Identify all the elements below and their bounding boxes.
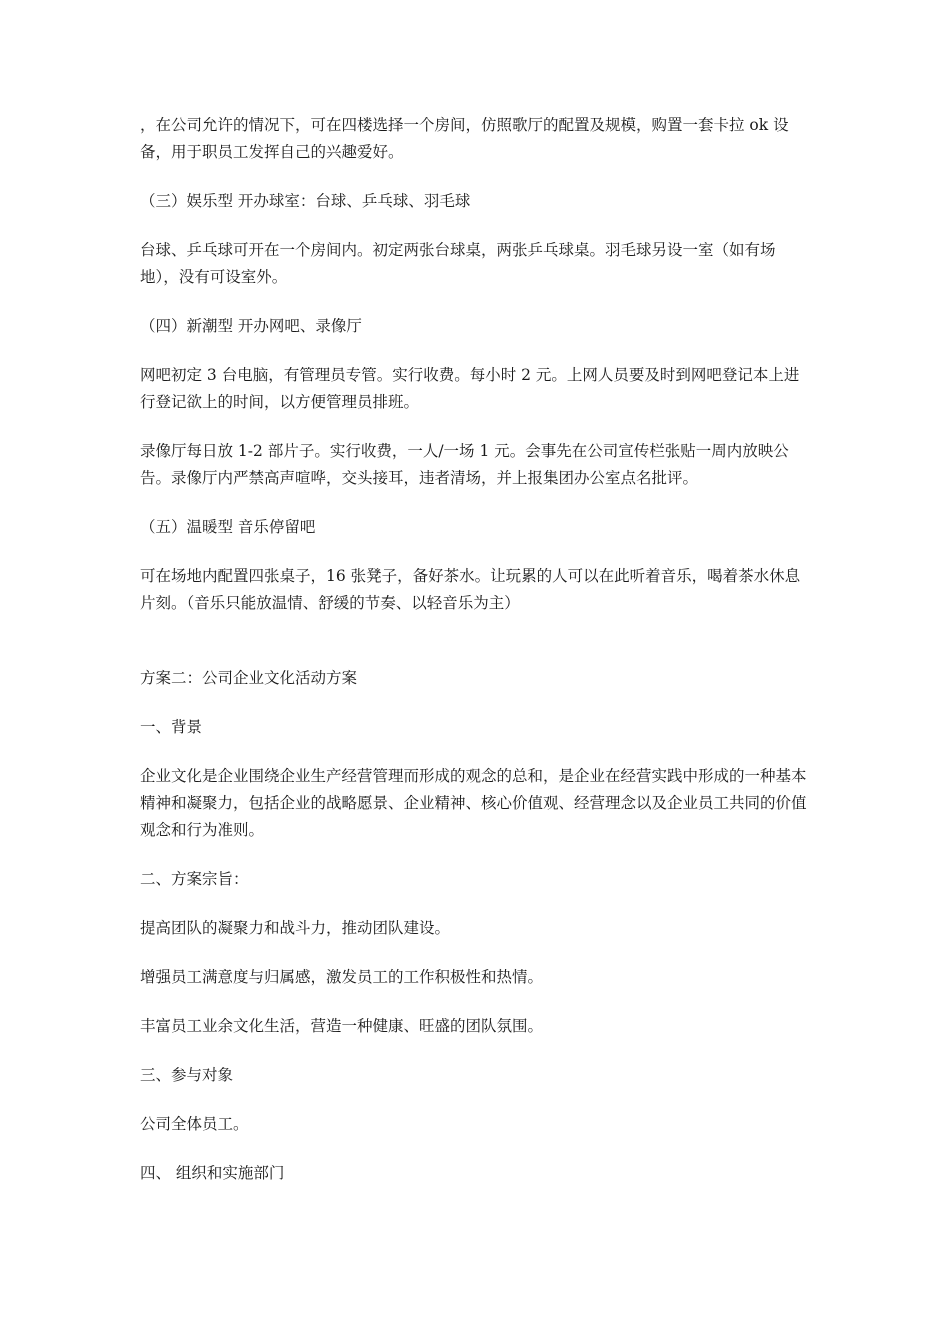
paragraph-karaoke: ，在公司允许的情况下，可在四楼选择一个房间，仿照歌厅的配置及规模，购置一套卡拉 ok 设备，用于职员工发挥自己的兴趣爱好。: [140, 116, 789, 161]
heading-warm: （五）温暖型 音乐停留吧: [140, 518, 316, 536]
heading-trendy: （四）新潮型 开办网吧、录像厅: [140, 317, 362, 335]
section-title-plan-two: 方案二：公司企业文化活动方案: [140, 669, 358, 687]
heading-entertainment: （三）娱乐型 开办球室：台球、乒乓球、羽毛球: [140, 192, 471, 210]
paragraph-purpose-2: 增强员工满意度与归属感，激发员工的工作积极性和热情。: [140, 968, 544, 986]
paragraph-internet-cafe: 网吧初定 3 台电脑，有管理员专管。实行收费。每小时 2 元。上网人员要及时到网吧登记本上进行登记欲上的时间，以方便管理员排班。: [140, 366, 800, 411]
paragraph-purpose-3: 丰富员工业余文化生活，营造一种健康、旺盛的团队氛围。: [140, 1017, 544, 1035]
paragraph-music-bar: 可在场地内配置四张桌子，16 张凳子，备好茶水。让玩累的人可以在此听着音乐，喝着茶水休息片刻。（音乐只能放温情、舒缓的节奏、以轻音乐为主）: [140, 567, 801, 612]
heading-organization: 四、 组织和实施部门: [140, 1164, 285, 1182]
heading-purpose: 二、方案宗旨：: [140, 870, 249, 888]
heading-participants: 三、参与对象: [140, 1066, 234, 1084]
document-body: [140, 112, 812, 1187]
paragraph-purpose-1: 提高团队的凝聚力和战斗力，推动团队建设。: [140, 919, 451, 937]
paragraph-ball-room: 台球、乒乓球可开在一个房间内。初定两张台球桌，两张乒乓球桌。羽毛球另设一室（如有场地），没有可设室外。: [140, 241, 776, 286]
paragraph-background: 企业文化是企业围绕企业生产经营管理而形成的观念的总和，是企业在经营实践中形成的一种基本精神和凝聚力，包括企业的战略愿景、企业精神、核心价值观、经营理念以及企业员工共同的价值观念和行为准则。: [140, 767, 807, 839]
paragraph-video-hall: 录像厅每日放 1-2 部片子。实行收费，一人/一场 1 元。会事先在公司宣传栏张贴一周内放映公告。录像厅内严禁高声喧哗，交头接耳，违者清场，并上报集团办公室点名批评。: [140, 442, 789, 487]
heading-background: 一、背景: [140, 718, 203, 736]
paragraph-participants: 公司全体员工。: [140, 1115, 249, 1133]
